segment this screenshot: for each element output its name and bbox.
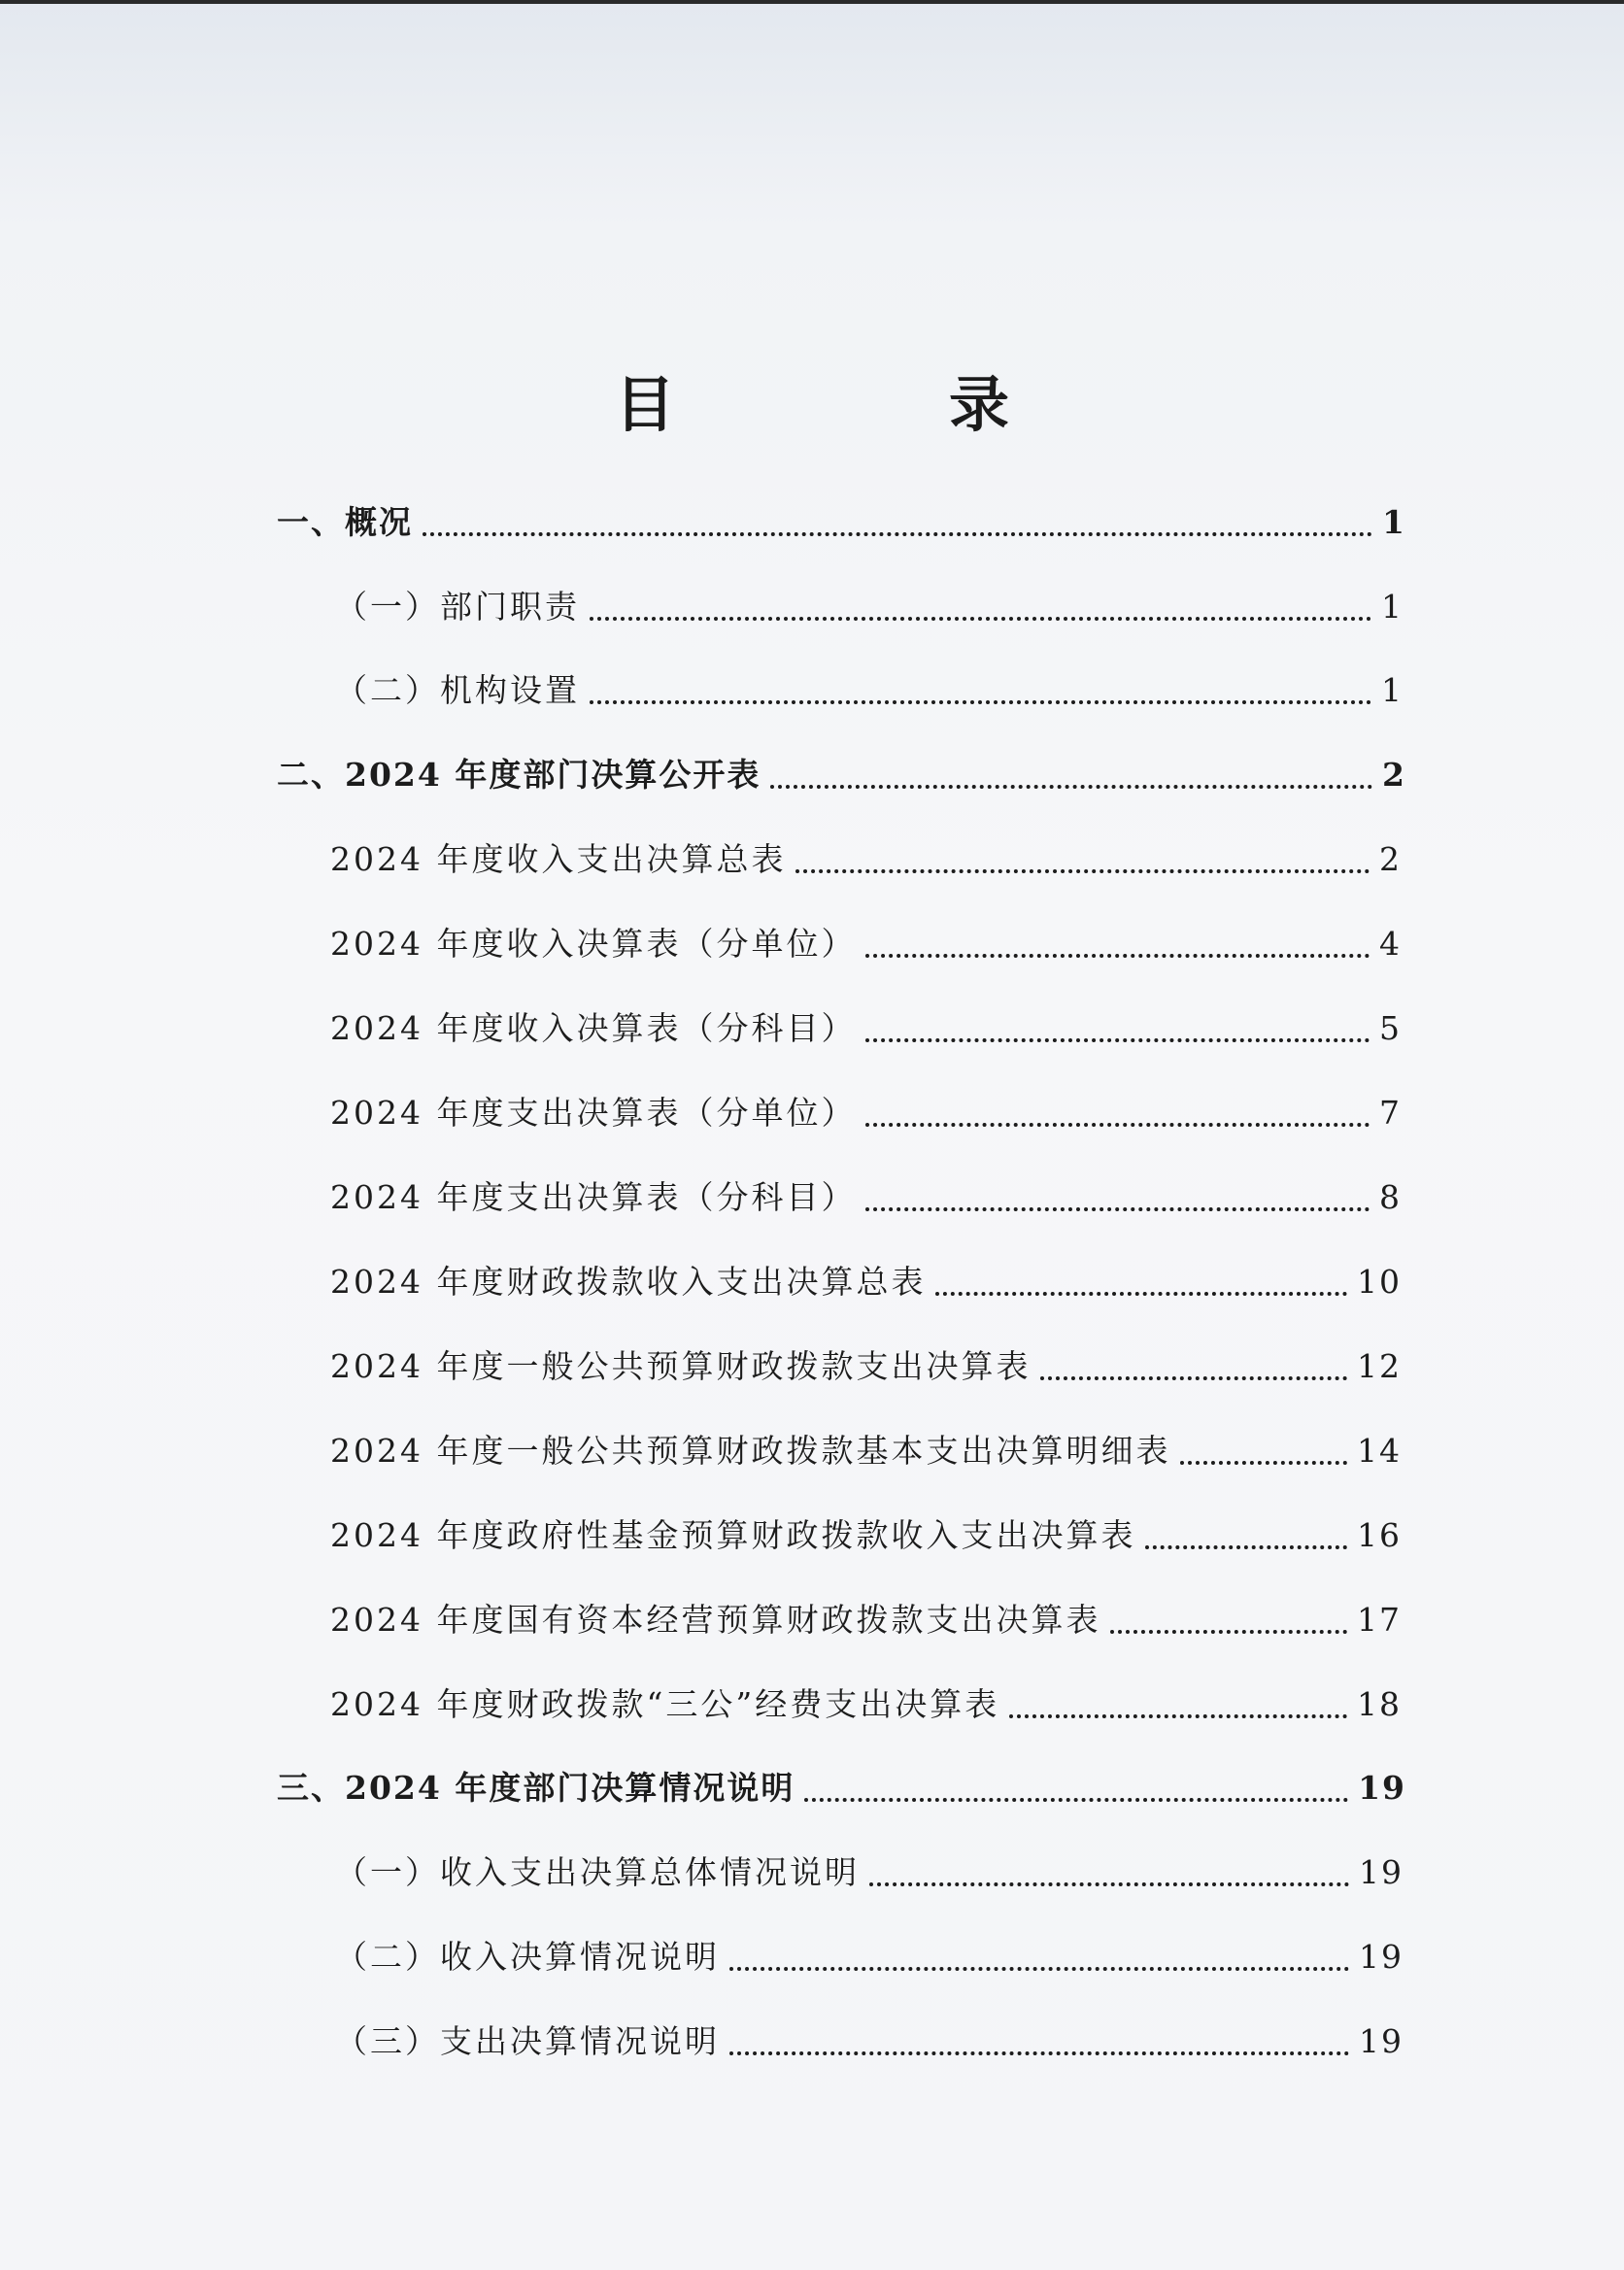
toc-entry-page: 19 [1359,2022,1404,2060]
dot-leader [729,1967,1349,1971]
toc-entry-label: （二）收入决算情况说明 [335,1938,720,1976]
toc-entry-table[interactable] [330,1161,1402,1219]
toc-entry-label: 三、2024 年度部门决算情况说明 [277,1769,795,1807]
toc-entry-label: 2024 年度收入支出决算总表 [330,840,787,878]
toc-entry-overall-explanation[interactable] [335,1836,1404,1894]
toc-entry-page: 12 [1357,1347,1402,1385]
toc-entry-page: 17 [1357,1601,1402,1639]
toc-entry-table[interactable] [330,907,1402,966]
toc-entry-expenditure-explanation[interactable] [335,2005,1404,2063]
toc-entry-label: （二）机构设置 [335,671,580,709]
toc-entry-overview[interactable] [277,486,1406,544]
toc-entry-page: 1 [1381,671,1404,709]
toc-entry-label: 二、2024 年度部门决算公开表 [277,756,761,794]
toc-entry-page: 5 [1379,1009,1402,1047]
toc-entry-table[interactable] [330,1668,1402,1726]
dot-leader [423,532,1372,536]
dot-leader [590,700,1371,704]
toc-entry-table[interactable] [330,1414,1402,1473]
toc-entry-label: 2024 年度一般公共预算财政拨款支出决算表 [330,1347,1032,1385]
dot-leader [1009,1714,1347,1718]
toc-entry-label: 2024 年度收入决算表（分科目） [330,1009,857,1047]
toc-entry-page: 1 [1381,588,1404,626]
toc-entry-duties[interactable] [335,570,1404,628]
toc-entry-income-explanation[interactable] [335,1920,1404,1979]
toc-entry-table[interactable] [330,992,1402,1050]
toc-entry-table[interactable] [330,823,1402,881]
toc-entry-page: 2 [1382,756,1406,794]
toc-entry-label: （一）部门职责 [335,588,580,626]
toc-entry-label: 2024 年度财政拨款“三公”经费支出决算表 [330,1685,1000,1723]
toc-entry-table[interactable] [330,1499,1402,1557]
toc-entry-label: 2024 年度一般公共预算财政拨款基本支出决算明细表 [330,1432,1171,1470]
toc-entry-label: 2024 年度支出决算表（分科目） [330,1178,857,1216]
dot-leader [1145,1545,1347,1549]
dot-leader [770,785,1372,789]
toc-entry-page: 19 [1358,1769,1406,1807]
toc-title: 目 录 [614,369,1116,440]
toc-entry-label: 2024 年度政府性基金预算财政拨款收入支出决算表 [330,1516,1136,1554]
toc-entry-page: 10 [1357,1263,1402,1301]
toc-entry-page: 19 [1359,1853,1404,1891]
dot-leader [865,1207,1370,1211]
toc-entry-page: 1 [1382,503,1406,541]
dot-leader [865,954,1370,958]
toc-entry-table[interactable] [330,1330,1402,1388]
toc-entry-page: 8 [1379,1178,1402,1216]
toc-entry-final-accounts-tables[interactable] [277,738,1406,796]
toc-entry-structure[interactable] [335,654,1404,712]
toc-entry-table[interactable] [330,1583,1402,1642]
toc-entry-page: 7 [1379,1094,1402,1132]
toc-entry-page: 14 [1357,1432,1402,1470]
toc-entry-page: 4 [1379,925,1402,963]
dot-leader [935,1292,1347,1296]
toc-entry-table[interactable] [330,1076,1402,1135]
dot-leader [729,2051,1349,2055]
toc-entry-label: 2024 年度财政拨款收入支出决算总表 [330,1263,927,1301]
toc-entry-label: 2024 年度支出决算表（分单位） [330,1094,857,1132]
toc-entry-page: 18 [1357,1685,1402,1723]
dot-leader [1110,1630,1347,1634]
toc-entry-label: 2024 年度国有资本经营预算财政拨款支出决算表 [330,1601,1101,1639]
toc-entry-label: （三）支出决算情况说明 [335,2022,720,2060]
toc-entry-label: （一）收入支出决算总体情况说明 [335,1853,860,1891]
dot-leader [804,1798,1348,1802]
dot-leader [1040,1376,1347,1380]
dot-leader [865,1038,1370,1042]
dot-leader [869,1882,1349,1886]
toc-entry-page: 16 [1357,1516,1402,1554]
dot-leader [865,1123,1370,1127]
dot-leader [1180,1461,1347,1465]
toc-entry-label: 2024 年度收入决算表（分单位） [330,925,857,963]
toc-entry-page: 2 [1379,840,1402,878]
dot-leader [590,617,1371,621]
toc-entry-page: 19 [1359,1938,1404,1976]
toc-entry-table[interactable] [330,1245,1402,1304]
toc-entry-final-accounts-explanation[interactable] [277,1751,1406,1810]
dot-leader [795,869,1370,873]
toc-entry-label: 一、概况 [277,503,413,541]
